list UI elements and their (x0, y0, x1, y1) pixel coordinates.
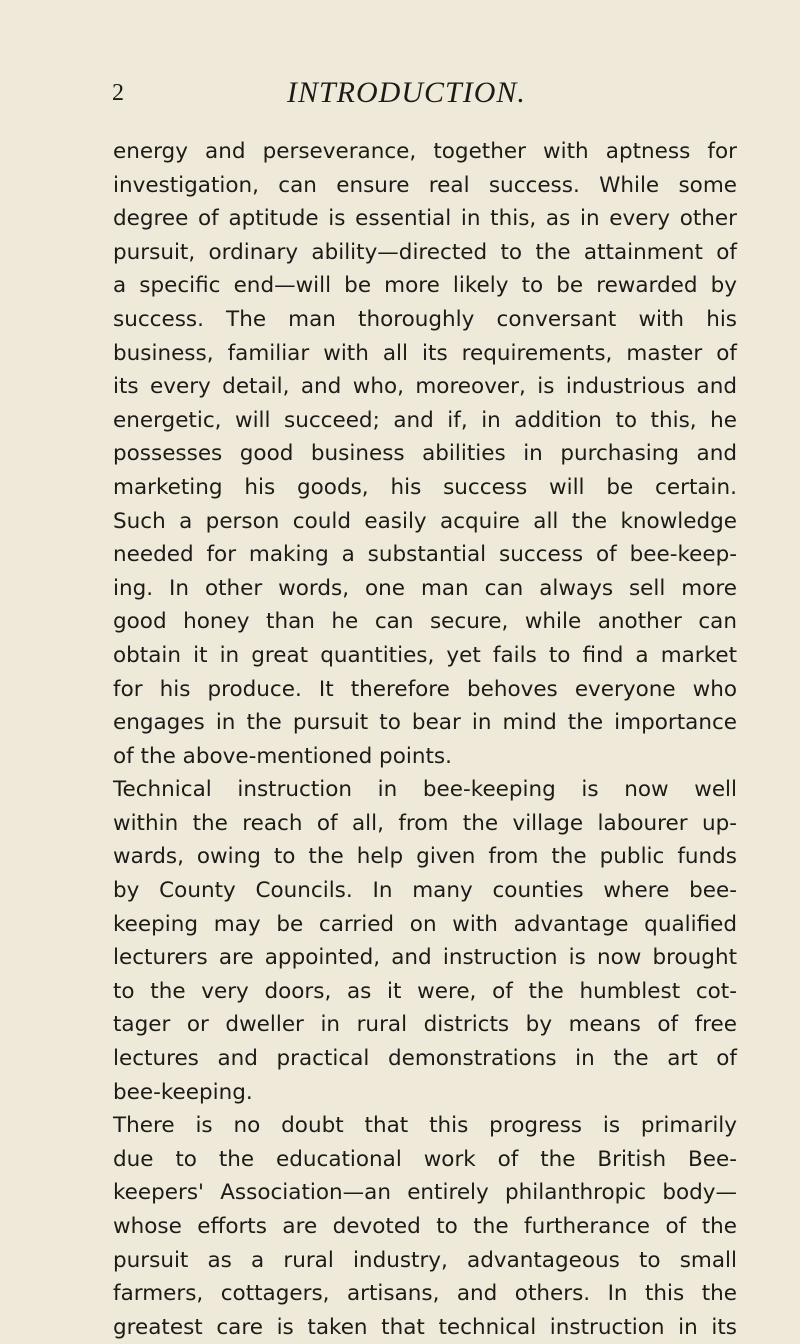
page-header (0, 76, 800, 116)
text-line: success. The man thoroughly conversant with his (113, 306, 737, 332)
text-line: of the above-mentioned points. (113, 743, 452, 769)
running-head: INTRODUCTION. (287, 76, 526, 109)
text-line: possesses good business abilities in purchasing and (113, 441, 737, 467)
text-line: lectures and practical demonstrations in the art of (113, 1046, 737, 1072)
text-line: a specific end—will be more likely to be rewarded by (113, 273, 737, 299)
text-line: Such a person could easily acquire all the knowledge (113, 508, 737, 534)
text-line: ing. In other words, one man can always sell more (113, 575, 737, 601)
body-text (113, 135, 737, 1344)
text-line: by County Councils. In many counties where bee- (113, 878, 737, 904)
text-line: There is no doubt that this progress is primarily (113, 1113, 737, 1139)
text-line: energetic, will succeed; and if, in addition to this, he (113, 407, 737, 433)
text-line: due to the educational work of the British Bee- (113, 1146, 737, 1172)
text-line: needed for making a substantial success of bee-keep- (113, 542, 737, 568)
text-line: keeping may be carried on with advantage qualified (113, 911, 737, 937)
page-number: 2 (112, 80, 124, 106)
text-line: its every detail, and who, moreover, is industrious and (113, 374, 737, 400)
text-line: keepers' Association—an entirely philanthropic body— (113, 1180, 737, 1206)
text-line: good honey than he can secure, while another can (113, 609, 737, 635)
text-line: within the reach of all, from the village labourer up- (113, 810, 737, 836)
text-line: greatest care is taken that technical instruction in its (113, 1314, 737, 1340)
text-line: Technical instruction in bee-keeping is now well (113, 777, 737, 803)
text-line: energy and perseverance, together with aptness for (113, 139, 737, 164)
text-line: tager or dweller in rural districts by means of free (113, 1012, 737, 1038)
text-line: farmers, cottagers, artisans, and others. In this the (113, 1281, 737, 1307)
text-line: lecturers are appointed, and instruction is now brought (113, 945, 737, 971)
text-line: business, familiar with all its requirements, master of (113, 340, 737, 366)
text-line: pursuit, ordinary ability—directed to the attainment of (113, 239, 737, 265)
text-line: pursuit as a rural industry, advantageous to small (113, 1247, 737, 1273)
text-line: investigation, can ensure real success. While some (113, 172, 737, 198)
text-line: to the very doors, as it were, of the humblest cot- (113, 978, 737, 1004)
text-line: whose efforts are devoted to the furtherance of the (113, 1214, 737, 1239)
text-line: bee-keeping. (113, 1079, 253, 1105)
text-line: degree of aptitude is essential in this, as in every other (113, 206, 737, 232)
text-line: for his produce. It therefore behoves everyone who (113, 676, 737, 702)
text-line: engages in the pursuit to bear in mind the importance (113, 710, 737, 736)
text-line: obtain it in great quantities, yet fails to find a market (113, 642, 737, 668)
text-line: marketing his goods, his success will be certain. (113, 474, 737, 500)
text-line: wards, owing to the help given from the public funds (113, 844, 737, 870)
